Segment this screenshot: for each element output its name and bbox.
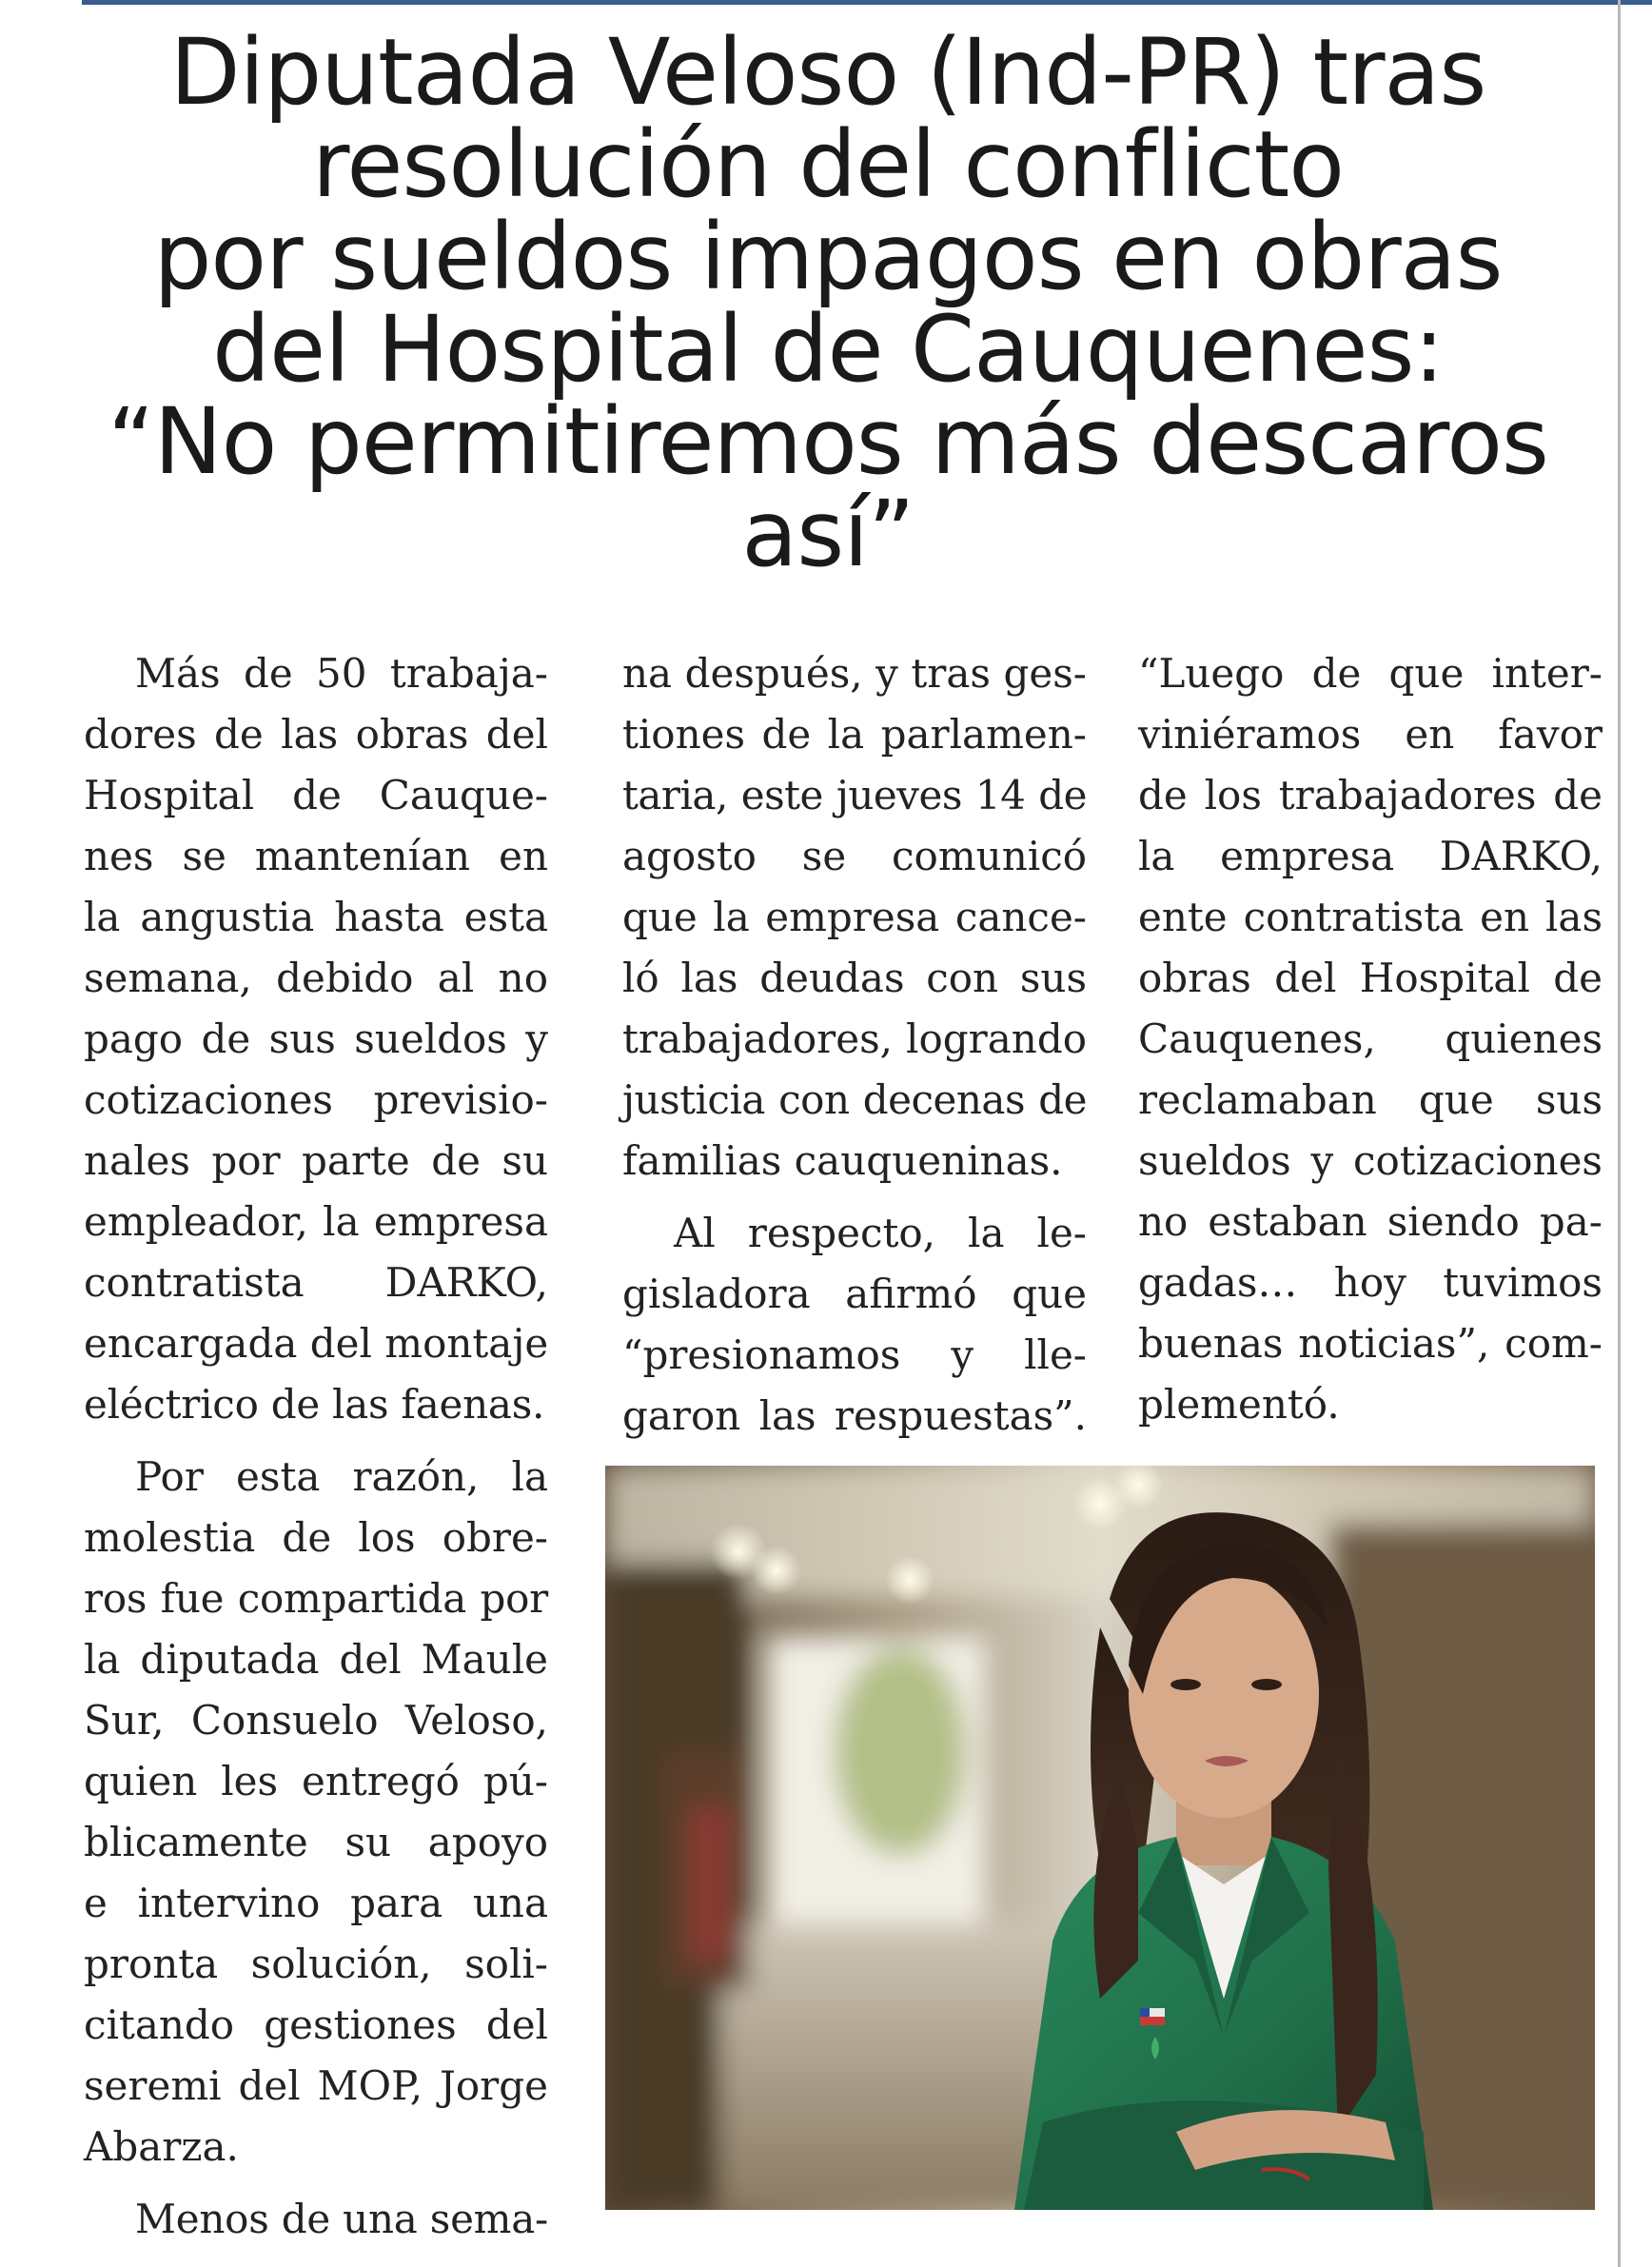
headline-line: Diputada Veloso (Ind-PR) tras [169,19,1486,126]
body-text-line: nales por parte de su [84,1137,548,1184]
body-text-line: Abarza. [84,2123,239,2170]
body-text-line: obras del Hospital de [1138,955,1603,1001]
body-text-line: pago de sus sueldos y [84,1015,548,1062]
headline-line: por sueldos impagos en obras [153,204,1503,310]
body-text-line: ros fue compartida por [84,1575,548,1622]
body-text-line: Por esta razón, la [135,1453,548,1500]
body-text-line: “presionamos y lle- [622,1331,1087,1378]
body-text-line: la diputada del Maule [84,1636,548,1683]
body-text-line: pronta solución, soli- [84,1941,548,1987]
body-text-line: gadas… hoy tuvimos [1138,1259,1603,1306]
body-text-line: gisladora afirmó que [622,1271,1087,1317]
body-text-line: “Luego de que inter- [1138,650,1603,697]
top-border-rule [82,0,1652,5]
body-text-line: blicamente su apoyo [84,1819,548,1865]
body-text-line: Hospital de Cauque- [84,772,548,818]
article-column-2 [622,643,1087,1447]
body-text-line: semana, debido al no [84,955,548,1001]
body-text-line: tiones de la parlamen- [622,711,1087,758]
body-text-line: ló las deudas con sus [622,955,1087,1001]
body-text-line: trabajadores, logrando [622,1015,1087,1062]
headline-line: resolución del conflicto [311,111,1345,218]
body-text-line: citando gestiones del [84,2001,548,2048]
body-text-line: Sur, Consuelo Veloso, [84,1697,548,1744]
body-text-line: familias cauqueninas. [622,1137,1063,1184]
headline-line: “No permitiremos más descaros [108,388,1548,495]
portrait-illustration [605,1466,1595,2210]
body-text-line: la empresa DARKO, [1138,833,1603,879]
body-text-line: Más de 50 trabaja- [135,650,548,697]
body-text-line: agosto se comunicó [622,833,1087,879]
body-text-line: taria, este jueves 14 de [622,772,1087,818]
body-text-line: na después, y tras ges- [622,650,1087,697]
article-column-1 [84,643,548,2250]
body-text-line: Cauquenes, quienes [1138,1015,1603,1062]
body-text-line: buenas noticias”, com- [1138,1320,1603,1367]
body-text-line: que la empresa cance- [622,894,1087,940]
body-text-line: empleador, la empresa [84,1198,548,1245]
body-text-line: encargada del montaje [84,1320,549,1367]
article-photo [605,1466,1595,2210]
body-text-line: viniéramos en favor [1138,711,1603,758]
headline-line: así” [741,481,914,587]
body-text-line: plementó. [1138,1381,1340,1428]
body-text-line: dores de las obras del [84,711,548,758]
body-text-line: garon las respuestas”. [622,1392,1087,1439]
article-column-3 [1138,643,1603,1435]
body-text-line: Al respecto, la le- [674,1210,1087,1256]
body-text-line: nes se mantenían en [84,833,548,879]
body-text-line: justicia con decenas de [622,1076,1087,1123]
right-page-edge [1618,0,1621,2267]
body-text-line: ente contratista en las [1138,894,1603,940]
body-text-line: seremi del MOP, Jorge [84,2062,548,2109]
body-text-line: e intervino para una [84,1880,548,1926]
body-text-line: reclamaban que sus [1138,1076,1603,1123]
body-text-line: cotizaciones previsio- [84,1076,548,1123]
body-text-line: sueldos y cotizaciones [1138,1137,1603,1184]
body-text-line: no estaban siendo pa- [1138,1198,1603,1245]
body-text-line: quien les entregó pú- [84,1758,548,1804]
body-text-line: eléctrico de las faenas. [84,1381,545,1428]
body-text-line: contratista DARKO, [84,1259,548,1306]
body-text-line: la angustia hasta esta [84,894,548,940]
body-text-line: Menos de una sema- [135,2196,548,2242]
body-text-line: molestia de los obre- [84,1514,548,1561]
headline-line: del Hospital de Cauquenes: [212,296,1444,403]
article-headline [57,19,1599,587]
body-text-line: de los trabajadores de [1138,772,1603,818]
